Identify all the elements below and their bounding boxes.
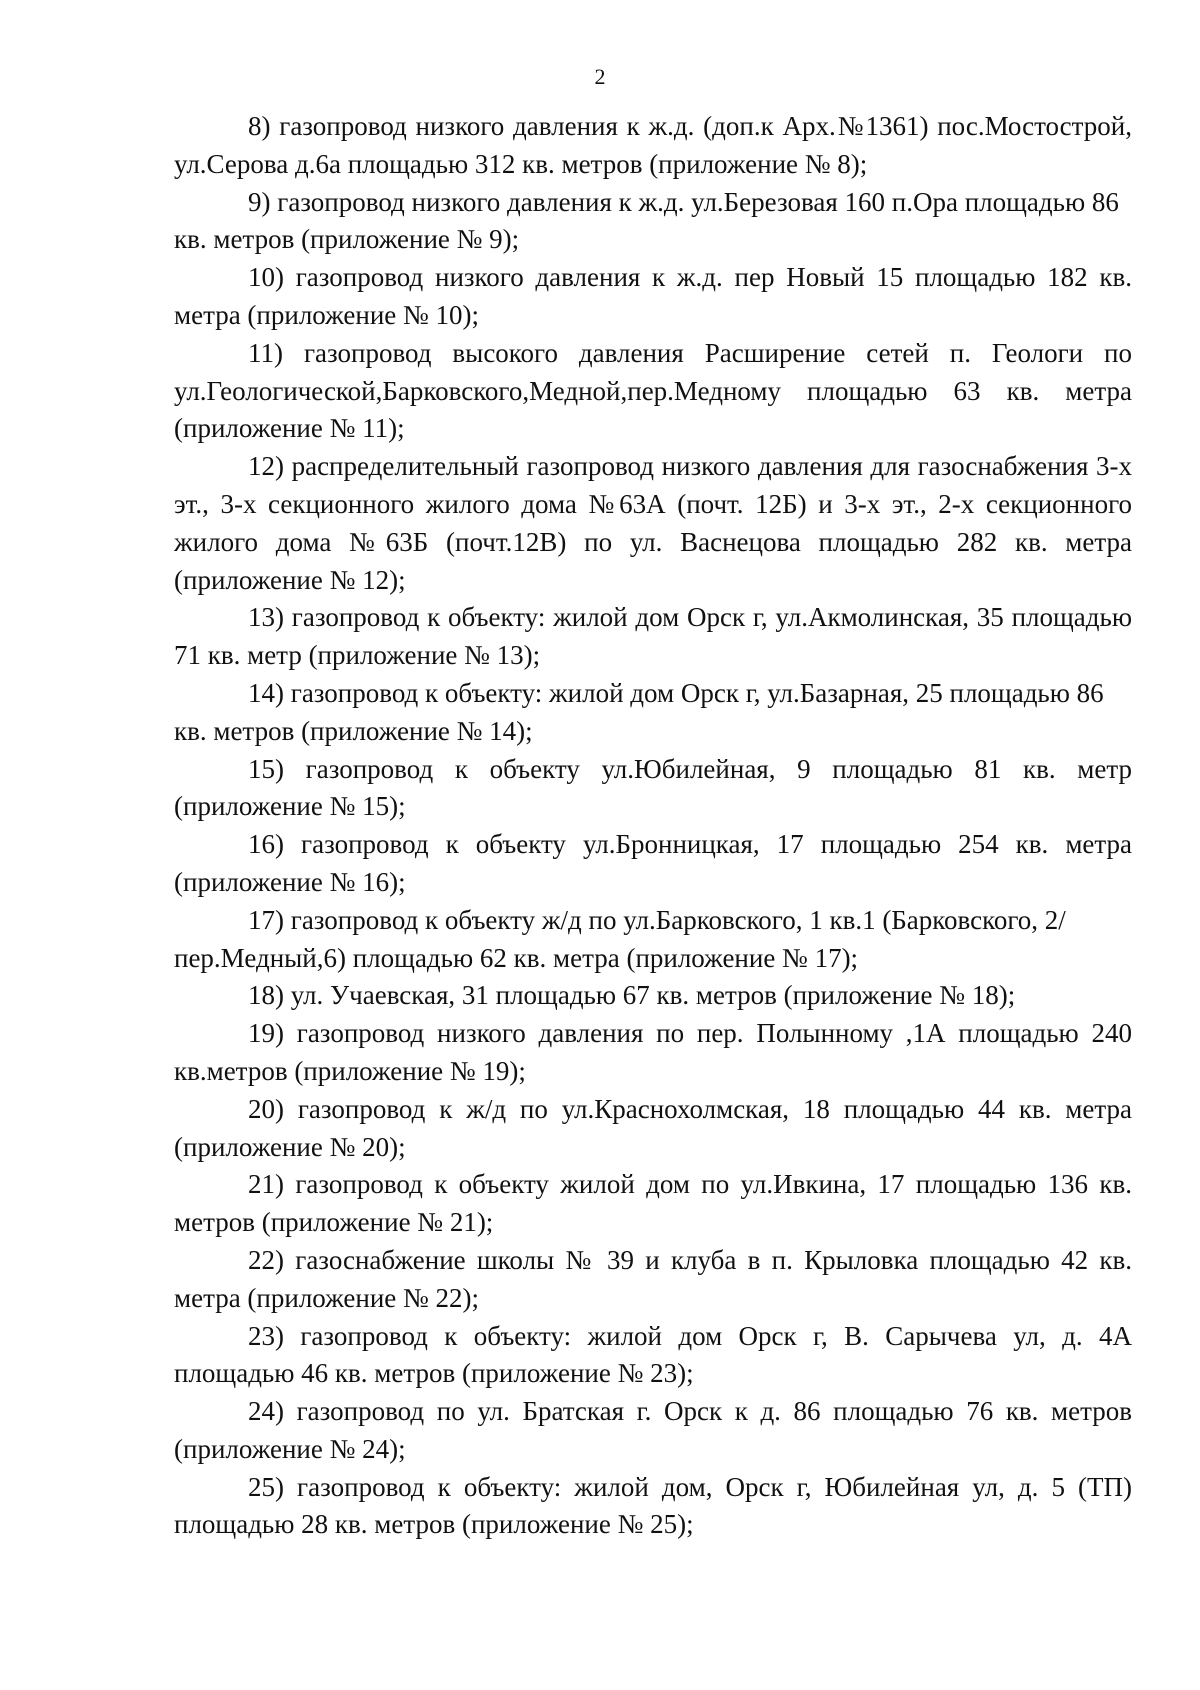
list-item: 8) газопровод низкого давления к ж.д. (доп.к Арх.№1361) пос.Мостострой, ул.Серова д.6а площадью 312 кв. метров (приложение № 8); (174, 111, 1132, 179)
list-item: 15) газопровод к объекту ул.Юбилейная, 9 площадью 81 кв. метр (приложение № 15); (174, 753, 1132, 822)
list-item: 14) газопровод к объекту: жилой дом Орск г, ул.Базарная, 25 площадью 86 кв. метров (приложение № 14); (174, 677, 1104, 746)
list-item: 18) ул. Учаевская, 31 площадью 67 кв. метров (приложение № 18); (248, 980, 1016, 1011)
list-item: 13) газопровод к объекту: жилой дом Орск г, ул.Акмолинская, 35 площадью 71 кв. метр (приложение № 13); (174, 602, 1132, 671)
list-item: 20) газопровод к ж/д по ул.Краснохолмская, 18 площадью 44 кв. метра (приложение № 20); (174, 1093, 1132, 1162)
list-item: 12) распределительный газопровод низкого давления для газоснабжения 3-х эт., 3-х секционного жилого дома №63А (почт. 12Б) и 3-х эт., 2-х секционного жилого дома №63Б (почт.12В) по ул. Васнецова площадью 282 кв. метра (приложение № 12); (174, 451, 1132, 595)
page-number: 2 (594, 64, 606, 89)
list-item: 22) газоснабжение школы № 39 и клуба в п. Крыловка площадью 42 кв. метра (приложение № 22); (174, 1244, 1132, 1313)
list-item: 11) газопровод высокого давления Расширение сетей п. Геологи по ул.Геологической,Барковского,Медной,пер.Медному площадью 63 кв. метра (приложение № 11); (174, 337, 1132, 444)
list-item: 19) газопровод низкого давления по пер. Полынному ,1А площадью 240 кв.метров (приложение № 19); (174, 1018, 1132, 1086)
list-item: 23) газопровод к объекту: жилой дом Орск г, В. Сарычева ул, д. 4А площадью 46 кв. метров (приложение № 23); (174, 1320, 1132, 1389)
list-item: 25) газопровод к объекту: жилой дом, Орск г, Юбилейная ул, д. 5 (ТП) площадью 28 кв. метров (приложение № 25); (174, 1471, 1132, 1540)
list-item: 16) газопровод к объекту ул.Бронницкая, 17 площадью 254 кв. метра (приложение № 16); (174, 829, 1132, 897)
item-list (174, 108, 1132, 1544)
list-item: 9) газопровод низкого давления к ж.д. ул.Березовая 160 п.Ора площадью 86 кв. метров (приложение № 9); (174, 186, 1119, 255)
list-item: 17) газопровод к объекту ж/д по ул.Барковского, 1 кв.1 (Барковского, 2/пер.Медный,6) площадью 62 кв. метра (приложение № 17); (174, 904, 1066, 973)
list-item: 24) газопровод по ул. Братская г. Орск к д. 86 площадью 76 кв. метров (приложение № 24); (174, 1396, 1132, 1464)
list-item: 10) газопровод низкого давления к ж.д. пер Новый 15 площадью 182 кв. метра (приложение № 10); (174, 262, 1132, 330)
list-item: 21) газопровод к объекту жилой дом по ул.Ивкина, 17 площадью 136 кв. метров (приложение № 21); (174, 1169, 1132, 1238)
